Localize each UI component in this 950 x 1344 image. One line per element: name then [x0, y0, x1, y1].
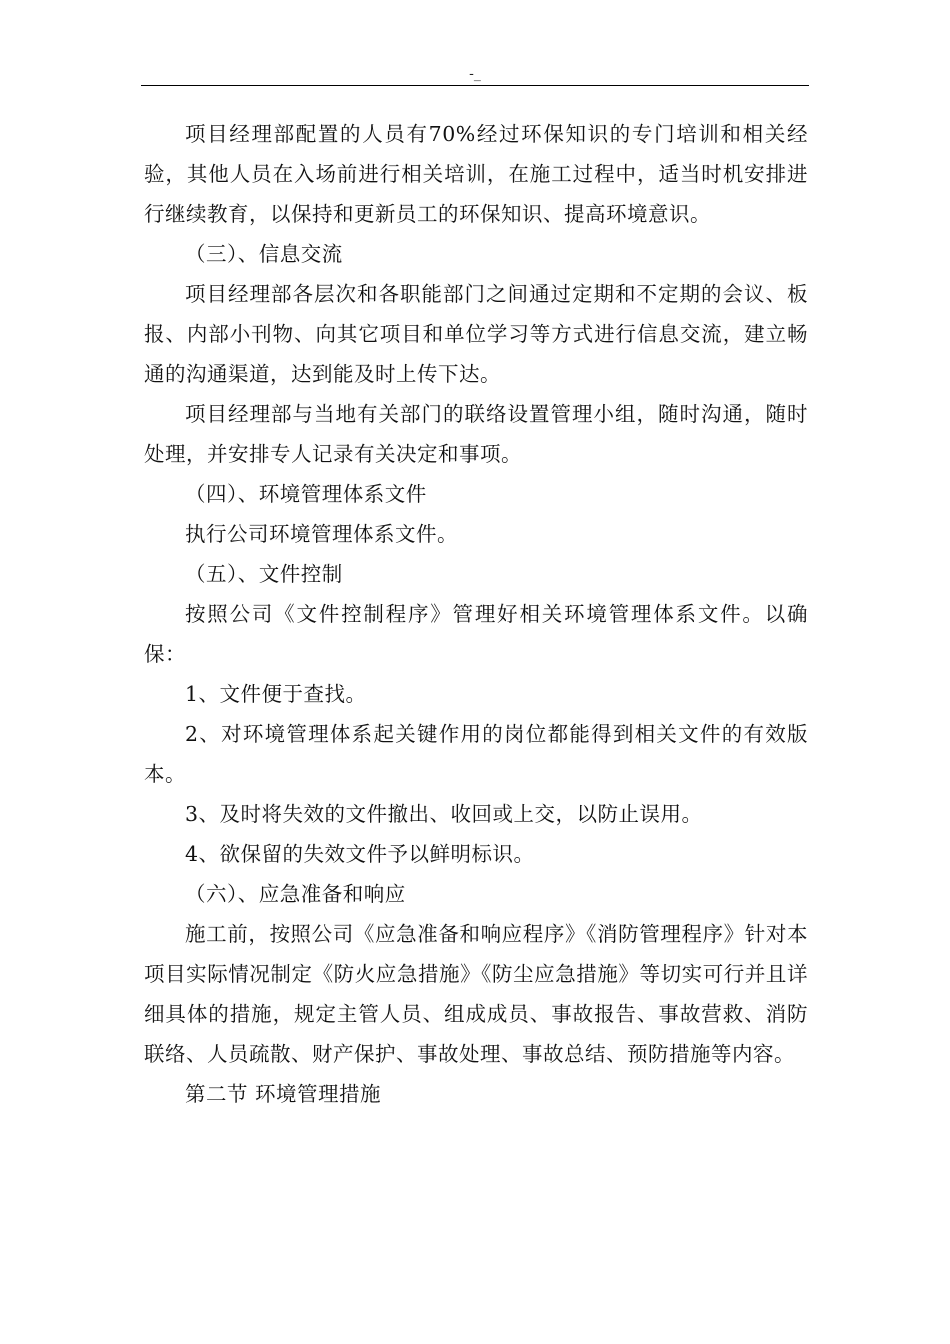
section-heading-documents: （四）、环境管理体系文件 — [185, 482, 427, 506]
list-item-3: 3、及时将失效的文件撤出、收回或上交，以防止误用。 — [185, 802, 703, 826]
section-heading-measures: 第二节 环境管理措施 — [185, 1082, 382, 1106]
list-item-2: 2、对环境管理体系起关键作用的岗位都能得到相关文件的有效版本。 — [144, 722, 808, 786]
paragraph-communication: 项目经理部各层次和各职能部门之间通过定期和不定期的会议、板报、内部小刊物、向其它项目和单位学习等方式进行信息交流，建立畅通的沟通渠道，达到能及时上传下达。 — [144, 282, 808, 386]
list-item-1: 1、文件便于查找。 — [185, 682, 367, 706]
paragraph-document-control: 按照公司《文件控制程序》管理好相关环境管理体系文件。以确保： — [144, 602, 808, 666]
paragraph-training: 项目经理部配置的人员有70%经过环保知识的专门培训和相关经验，其他人员在入场前进行相关培训，在施工过程中，适当时机安排进行继续教育，以保持和更新员工的环保知识、提高环境意识。 — [144, 122, 808, 226]
paragraph-documents: 执行公司环境管理体系文件。 — [185, 522, 458, 546]
page-header-mark: -_ — [469, 66, 481, 82]
section-heading-emergency: （六）、应急准备和响应 — [185, 882, 406, 906]
section-heading-document-control: （五）、文件控制 — [185, 562, 343, 586]
list-item-4: 4、欲保留的失效文件予以鲜明标识。 — [185, 842, 535, 866]
section-heading-communication: （三）、信息交流 — [185, 242, 343, 266]
document-body — [144, 114, 808, 1114]
header-rule — [141, 85, 809, 86]
paragraph-liaison: 项目经理部与当地有关部门的联络设置管理小组，随时沟通，随时处理，并安排专人记录有关决定和事项。 — [144, 402, 808, 466]
paragraph-emergency: 施工前，按照公司《应急准备和响应程序》《消防管理程序》针对本项目实际情况制定《防火应急措施》《防尘应急措施》等切实可行并且详细具体的措施，规定主管人员、组成成员、事故报告、事故营救、消防联络、人员疏散、财产保护、事故处理、事故总结、预防措施等内容。 — [144, 922, 808, 1066]
